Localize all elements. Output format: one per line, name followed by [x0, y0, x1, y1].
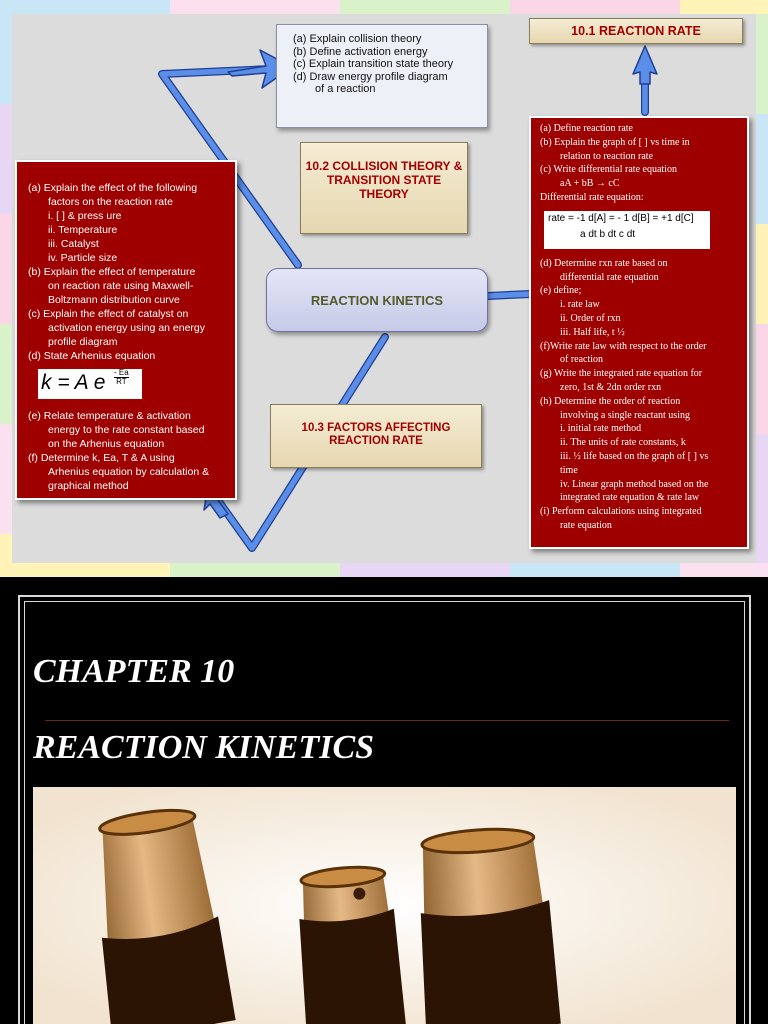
title-factors-affecting: 10.3 FACTORS AFFECTING REACTION RATE	[270, 404, 482, 468]
beakers-illustration-icon	[33, 787, 736, 1024]
arrowhead-icon	[633, 46, 657, 84]
objectives-factors-affecting: (a) Explain the effect of the following factors on the reaction rate i. [ ] & press ure ii. Temperature iii. Catalyst iv. Particle size (b) Explain the effect of temperature on reaction rate using Maxwell- Boltzmann distribution curve (c) Explain the effect of catalyst on activation energy using an energy profile diagram (d) State Arhenius equation (e) Relate temperature & activation energy to the rate constant based on the Arhenius equation (f) Determine k, Ea, T & A using Arhenius equation by calculation & graphical method	[15, 160, 237, 500]
objectives-reaction-rate: (a) Define reaction rate (b) Explain the graph of [ ] vs time in relation to reaction rate (c) Write differential rate equation aA + bB → cC Differential rate equation: (d) Determine rxn rate based on differential rate equation (e) define; i. rate law ii. Order of rxn iii. Half life, t ½ (f)Write rate law with respect to the order of reaction (g) Write the integrated rate equation for zero, 1st & 2dn order rxn (h) Determine the order of reaction involving a single reactant using i. initial rate method ii. The units of rate constants, k iii. ½ life based on the graph of [ ] vs time iv. Linear graph method based on the integrated rate equation & rate law (i) Perform calculations using integrated rate equation	[529, 116, 749, 549]
beakers-photo	[33, 787, 736, 1024]
chapter-title-slide	[0, 577, 768, 1024]
chapter-title: REACTION KINETICS	[33, 729, 375, 766]
objectives-collision-theory: (a) Explain collision theory (b) Define activation energy (c) Explain transition state theory (d) Draw energy profile diagram of a reaction	[276, 24, 488, 128]
arrhenius-equation: k = A e - Ea RT	[38, 369, 142, 399]
divider	[45, 720, 729, 721]
center-reaction-kinetics: REACTION KINETICS	[266, 268, 488, 332]
differential-rate-equation: rate = -1 d[A] = - 1 d[B] = +1 d[C] a dt b dt c dt	[544, 211, 710, 249]
title-collision-theory: 10.2 COLLISION THEORY & TRANSITION STATE THEORY	[300, 142, 468, 234]
chapter-number: CHAPTER 10	[33, 653, 235, 690]
title-reaction-rate: 10.1 REACTION RATE	[529, 18, 743, 44]
